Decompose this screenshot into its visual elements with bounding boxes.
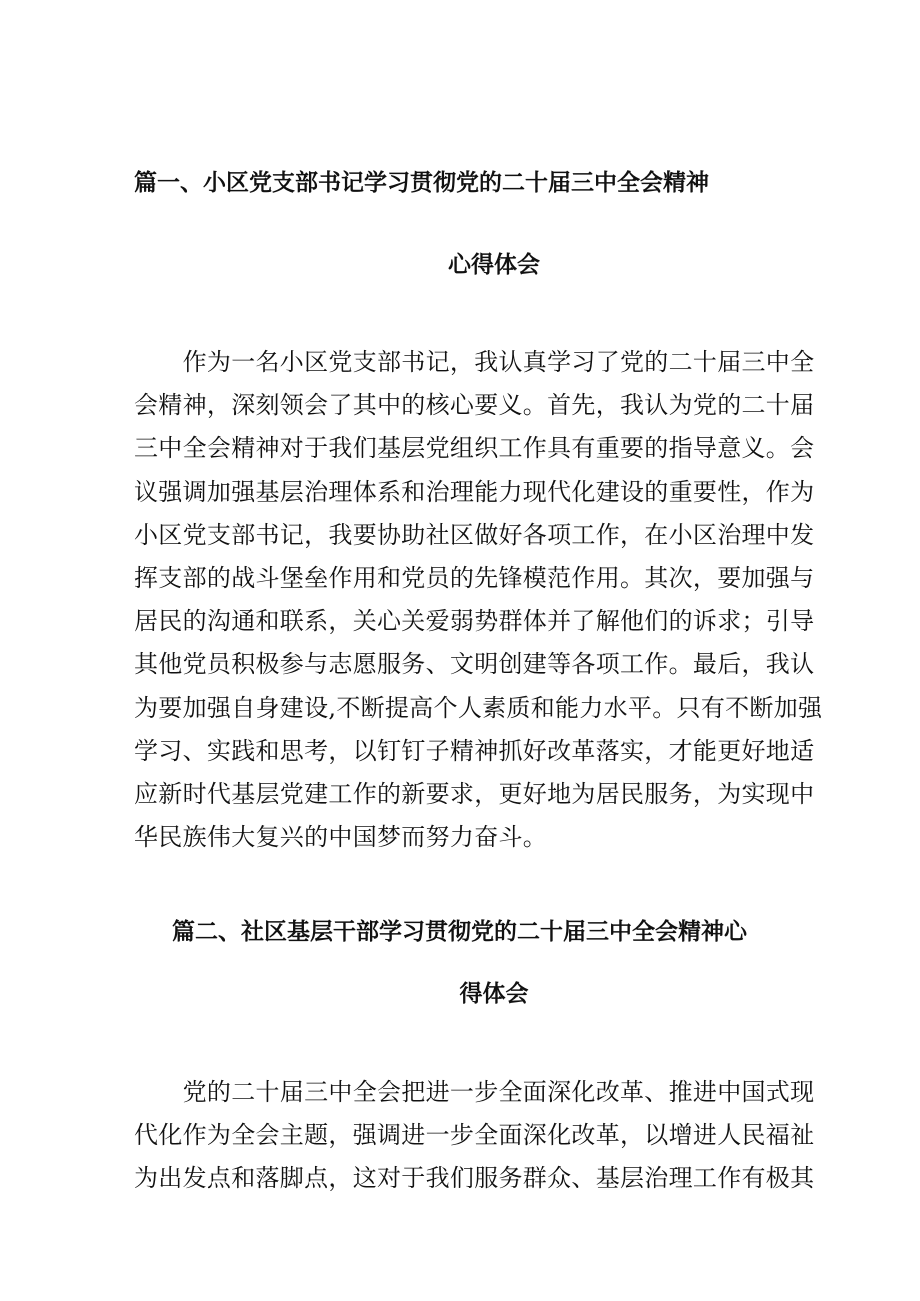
section1-title-line1: 篇一、小区党支部书记学习贯彻党的二十届三中全会精神 (134, 170, 709, 196)
paragraph-line: 华民族伟大复兴的中国梦而努力奋斗。 (134, 823, 548, 852)
paragraph-line: 挥支部的战斗堡垒作用和党员的先锋模范作用。其次，要加强与 (134, 563, 815, 592)
paragraph-line: 三中全会精神对于我们基层党组织工作具有重要的指导意义。会 (134, 434, 815, 463)
section2-paragraph (134, 1071, 815, 1201)
paragraph-line: 议强调加强基层治理体系和治理能力现代化建设的重要性，作为 (134, 477, 815, 506)
paragraph-line: 学习、实践和思考，以钉钉子精神抓好改革落实，才能更好地适 (134, 736, 815, 765)
paragraph-line: 小区党支部书记，我要协助社区做好各项工作，在小区治理中发 (134, 520, 815, 549)
paragraph-line: 其他党员积极参与志愿服务、文明创建等各项工作。最后，我认 (134, 650, 815, 679)
section2-title-line1: 篇二、社区基层干部学习贯彻党的二十届三中全会精神心 (172, 919, 747, 945)
paragraph-line: 作为一名小区党支部书记，我认真学习了党的二十届三中全 (134, 348, 815, 376)
paragraph-line: 代化作为全会主题，强调进一步全面深化改革，以增进人民福祉 (134, 1121, 815, 1150)
section1-title-line2: 心得体会 (448, 252, 540, 278)
section2-title-line2: 得体会 (459, 981, 529, 1007)
paragraph-line: 会精神，深刻领会了其中的核心要义。首先，我认为党的二十届 (134, 391, 815, 420)
paragraph-line: 为要加强自身建设,不断提高个人素质和能力水平。只有不断加强 (134, 693, 823, 722)
paragraph-line: 为出发点和落脚点，这对于我们服务群众、基层治理工作有极其 (134, 1164, 815, 1193)
paragraph-line: 居民的沟通和联系，关心关爱弱势群体并了解他们的诉求；引导 (134, 607, 815, 636)
paragraph-line: 党的二十届三中全会把进一步全面深化改革、推进中国式现 (134, 1078, 815, 1106)
paragraph-line: 应新时代基层党建工作的新要求，更好地为居民服务，为实现中 (134, 779, 815, 808)
section1-paragraph (134, 341, 823, 859)
